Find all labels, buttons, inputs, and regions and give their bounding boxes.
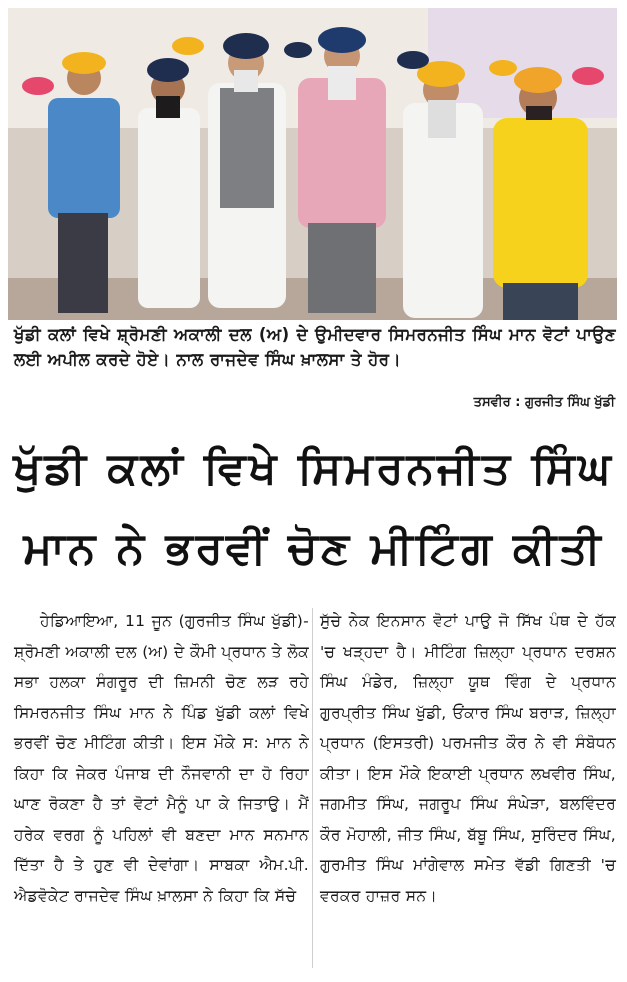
photo-caption: ਖੁੱਡੀ ਕਲਾਂ ਵਿਖੇ ਸ਼੍ਰੋਮਣੀ ਅਕਾਲੀ ਦਲ (ਅ) ਦੇ ਉਮੀਦਵਾਰ ਸਿਮਰਨਜੀਤ ਸਿੰਘ ਮਾਨ ਵੋਟਾਂ ਪਾਉਣ ਲਈ ਅਪੀਲ ਕਰਦੇ ਹੋਏ। ਨਾਲ ਰਾਜਦੇਵ ਸਿੰਘ ਖ਼ਾਲਸਾ ਤੇ ਹੋਰ। [14,325,616,369]
article-column-left: ਹੇਡਿਆਇਆ, 11 ਜੂਨ (ਗੁਰਜੀਤ ਸਿੰਘ ਖੁੱਡੀ)-ਸ਼੍ਰੋਮਣੀ ਅਕਾਲੀ ਦਲ (ਅ) ਦੇ ਕੌਮੀ ਪ੍ਰਧਾਨ ਤੇ ਲੋਕ ਸਭਾ ਹਲਕਾ ਸੰਗਰੂਰ ਦੀ ਜ਼ਿਮਨੀ ਚੋਣ ਲੜ ਰਹੇ ਸਿਮਰਨਜੀਤ ਸਿੰਘ ਮਾਨ ਨੇ ਪਿੰਡ ਖੁੱਡੀ ਕਲਾਂ ਵਿਖੇ ਭਰਵੀਂ ਚੋਣ ਮੀਟਿੰਗ ਕੀਤੀ। ਇਸ ਮੌਕੇ ਸ: ਮਾਨ ਨੇ ਕਿਹਾ ਕਿ ਜੇਕਰ ਪੰਜਾਬ ਦੀ ਨੌਜਵਾਨੀ ਦਾ ਹੋ ਰਿਹਾ ਘਾਣ ਰੋਕਣਾ ਹੈ ਤਾਂ ਵੋਟਾਂ ਮੈਨੂੰ ਪਾ ਕੇ ਜਿਤਾਉ। ਮੈਂ ਹਰੇਕ ਵਰਗ ਨੂੰ ਪਹਿਲਾਂ ਵੀ ਬਣਦਾ ਮਾਨ ਸਨਮਾਨ ਦਿੱਤਾ ਹੈ ਤੇ ਹੁਣ ਵੀ ਦੇਵਾਂਗਾ। ਸਾਬਕਾ ਐਮ.ਪੀ. ਐਡਵੋਕੇਟ ਰਾਜਦੇਵ ਸਿੰਘ ਖ਼ਾਲਸਾ ਨੇ ਕਿਹਾ ਕਿ ਸੱਚੇ [14,612,309,905]
article-column-right: ਸੁੱਚੇ ਨੇਕ ਇਨਸਾਨ ਵੋਟਾਂ ਪਾਉ ਜੋ ਸਿੱਖ ਪੰਥ ਦੇ ਹੱਕ 'ਚ ਖੜ੍ਹਦਾ ਹੈ। ਮੀਟਿੰਗ ਜ਼ਿਲ੍ਹਾ ਪ੍ਰਧਾਨ ਦਰਸ਼ਨ ਸਿੰਘ ਮੰਡੇਰ, ਜ਼ਿਲ੍ਹਾ ਯੂਥ ਵਿੰਗ ਦੇ ਪ੍ਰਧਾਨ ਗੁਰਪ੍ਰੀਤ ਸਿੰਘ ਖੁੱਡੀ, ਓਂਕਾਰ ਸਿੰਘ ਬਰਾੜ, ਜ਼ਿਲ੍ਹਾ ਪ੍ਰਧਾਨ (ਇਸਤਰੀ) ਪਰਮਜੀਤ ਕੌਰ ਨੇ ਵੀ ਸੰਬੋਧਨ ਕੀਤਾ। ਇਸ ਮੌਕੇ ਇਕਾਈ ਪ੍ਰਧਾਨ ਲਖਵੀਰ ਸਿੰਘ, ਜਗਮੀਤ ਸਿੰਘ, ਜਗਰੂਪ ਸਿੰਘ ਸੰਘੇੜਾ, ਬਲਵਿੰਦਰ ਕੌਰ ਮੋਹਾਲੀ, ਜੀਤ ਸਿੰਘ, ਬੱਬੂ ਸਿੰਘ, ਸੁਰਿੰਦਰ ਸਿੰਘ, ਗੁਰਮੀਤ ਸਿੰਘ ਮਾਂਗੇਵਾਲ ਸਮੇਤ ਵੱਡੀ ਗਿਣਤੀ 'ਚ ਵਰਕਰ ਹਾਜ਼ਰ ਸਨ। [320,612,616,905]
headline-line-1: ਖੁੱਡੀ ਕਲਾਂ ਵਿਖੇ ਸਿਮਰਨਜੀਤ ਸਿੰਘ [13,443,614,494]
group-photo-icon [8,8,617,320]
photo-credit: ਤਸਵੀਰ : ਗੁਰਜੀਤ ਸਿੰਘ ਖੁੱਡੀ [473,395,615,410]
column-divider [312,608,313,968]
news-photo [8,8,617,320]
headline-line-2: ਮਾਨ ਨੇ ਭਰਵੀਂ ਚੋਣ ਮੀਟਿੰਗ ਕੀਤੀ [23,523,604,574]
